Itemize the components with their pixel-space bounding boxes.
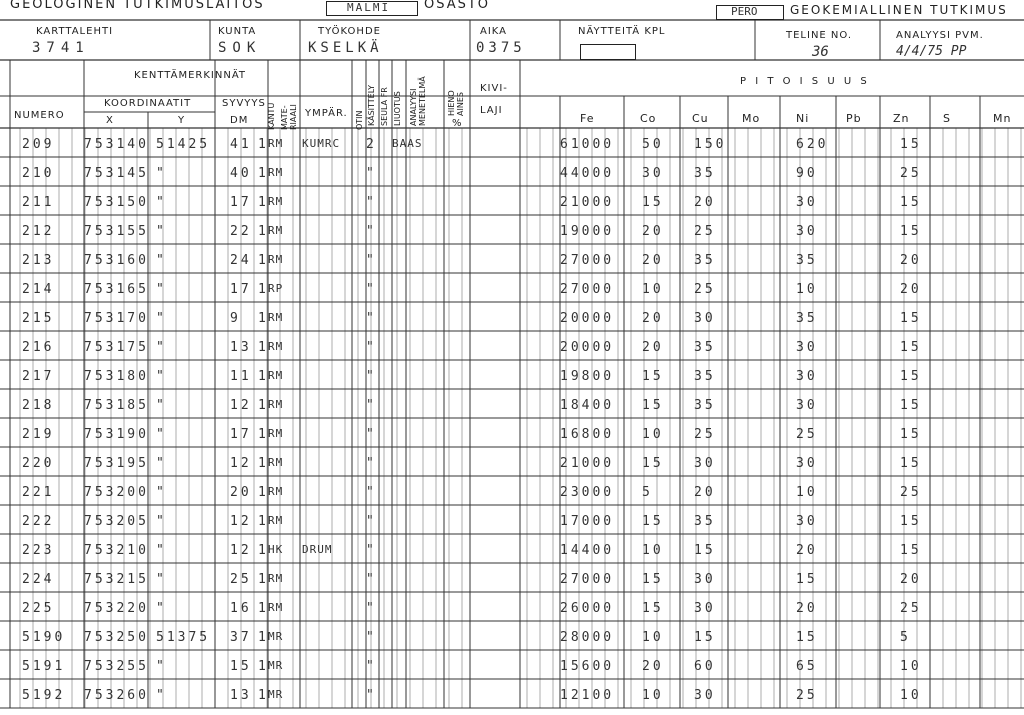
cell-zn: 15 — [900, 543, 922, 558]
cell-mat: RM — [268, 253, 284, 266]
cell-ni: 30 — [796, 398, 818, 413]
kenttamerkinnat-label: KENTTÄMERKINNÄT — [134, 70, 246, 81]
cell-fe: 17000 — [560, 514, 615, 529]
cell-fe: 26000 — [560, 601, 615, 616]
element-header-fe: Fe — [580, 112, 595, 125]
cell-otin: " — [366, 630, 377, 645]
cell-zn: 15 — [900, 427, 922, 442]
teline-value: 36 — [812, 44, 829, 60]
cell-zn: 15 — [900, 137, 922, 152]
cell-mat: RM — [268, 340, 284, 353]
cell-co: 10 — [642, 688, 664, 703]
dm-label: DM — [230, 115, 249, 126]
cell-y: " — [156, 224, 167, 239]
cell-fe: 20000 — [560, 340, 615, 355]
cell-cu: 15 — [694, 630, 716, 645]
cell-syvyys: 12 — [230, 398, 252, 413]
cell-zn: 15 — [900, 224, 922, 239]
cell-numero: 209 — [22, 137, 55, 152]
subtitle: GEOKEMIALLINEN TUTKIMUS — [790, 3, 1008, 17]
cell-y: " — [156, 456, 167, 471]
cell-kantu: 1 — [258, 282, 269, 297]
cell-x: 753140 — [84, 137, 149, 152]
cell-numero: 5190 — [22, 630, 66, 645]
cell-co: 15 — [642, 456, 664, 471]
cell-otin: " — [366, 572, 377, 587]
cell-co: 10 — [642, 282, 664, 297]
cell-cu: 35 — [694, 253, 716, 268]
cell-cu: 30 — [694, 688, 716, 703]
cell-zn: 25 — [900, 601, 922, 616]
pero-value: PERO — [731, 5, 758, 18]
teline-label: TELINE NO. — [786, 30, 853, 41]
cell-x: 753210 — [84, 543, 149, 558]
cell-co: 10 — [642, 543, 664, 558]
cell-fe: 23000 — [560, 485, 615, 500]
analyysi-value: 4/4/75 PP — [896, 44, 967, 59]
percent-label: % — [452, 118, 463, 129]
cell-cu: 150 — [694, 137, 727, 152]
cell-otin: 2 — [366, 137, 377, 152]
cell-ni: 35 — [796, 311, 818, 326]
cell-cu: 20 — [694, 485, 716, 500]
cell-mat: RM — [268, 514, 284, 527]
element-header-ni: Ni — [796, 112, 810, 125]
analyysi-menetelma-label: ANALYYSI MENETELMÄ — [409, 76, 427, 126]
cell-x: 753195 — [84, 456, 149, 471]
cell-y: " — [156, 282, 167, 297]
cell-numero: 5192 — [22, 688, 66, 703]
hieno-aines-label: HIENO AINES — [447, 90, 465, 116]
cell-numero: 215 — [22, 311, 55, 326]
materiaali-label: MATE-RIAALI — [280, 104, 298, 130]
koordinaatit-label: KOORDINAATIT — [104, 98, 192, 109]
cell-syvyys: 24 — [230, 253, 252, 268]
cell-x: 753160 — [84, 253, 149, 268]
cell-x: 753250 — [84, 630, 149, 645]
cell-cu: 20 — [694, 195, 716, 210]
cell-syvyys: 9 — [230, 311, 241, 326]
cell-co: 20 — [642, 224, 664, 239]
cell-x: 753190 — [84, 427, 149, 442]
cell-kantu: 1 — [258, 369, 269, 384]
syvyys-label: SYVYYS — [222, 98, 266, 109]
cell-y: " — [156, 688, 167, 703]
karttalehti-label: KARTTALEHTI — [36, 26, 114, 37]
cell-zn: 15 — [900, 340, 922, 355]
cell-syvyys: 41 — [230, 137, 252, 152]
cell-x: 753165 — [84, 282, 149, 297]
dept-label: OSASTO — [424, 0, 491, 12]
kivilaji-label: KIVI- LAJI — [480, 83, 508, 116]
cell-co: 15 — [642, 601, 664, 616]
cell-syvyys: 15 — [230, 659, 252, 674]
cell-co: 10 — [642, 427, 664, 442]
cell-kantu: 1 — [258, 601, 269, 616]
cell-co: 30 — [642, 166, 664, 181]
karttalehti-value: 3741 — [32, 40, 90, 56]
y-label: Y — [178, 115, 186, 126]
cell-numero: 212 — [22, 224, 55, 239]
element-header-s: S — [943, 112, 951, 125]
cell-mat: RM — [268, 137, 284, 150]
cell-ni: 65 — [796, 659, 818, 674]
cell-otin: " — [366, 282, 377, 297]
aika-value: 0375 — [476, 40, 526, 56]
cell-ni: 20 — [796, 601, 818, 616]
cell-cu: 35 — [694, 166, 716, 181]
cell-cu: 25 — [694, 427, 716, 442]
cell-x: 753215 — [84, 572, 149, 587]
cell-numero: 222 — [22, 514, 55, 529]
cell-zn: 5 — [900, 630, 911, 645]
cell-mat: MR — [268, 688, 284, 701]
cell-fe: 12100 — [560, 688, 615, 703]
cell-otin: " — [366, 340, 377, 355]
cell-syvyys: 17 — [230, 195, 252, 210]
tyokohde-value: KSELKÄ — [308, 40, 383, 56]
cell-numero: 216 — [22, 340, 55, 355]
cell-numero: 221 — [22, 485, 55, 500]
cell-otin: " — [366, 369, 377, 384]
kasittely-label: KÄSITTELY — [367, 85, 376, 126]
org-title: GEOLOGINEN TUTKIMUSLAITOS — [10, 0, 265, 12]
cell-otin: " — [366, 427, 377, 442]
cell-y: " — [156, 601, 167, 616]
cell-ni: 25 — [796, 688, 818, 703]
cell-otin: " — [366, 514, 377, 529]
cell-co: 15 — [642, 514, 664, 529]
cell-co: 15 — [642, 195, 664, 210]
cell-y: 51375 — [156, 630, 211, 645]
cell-zn: 25 — [900, 166, 922, 181]
cell-kantu: 1 — [258, 166, 269, 181]
cell-zn: 20 — [900, 282, 922, 297]
nayttei-label: NÄYTTEITÄ KPL — [578, 26, 666, 37]
cell-otin: " — [366, 253, 377, 268]
cell-ni: 10 — [796, 282, 818, 297]
cell-fe: 21000 — [560, 195, 615, 210]
cell-cu: 35 — [694, 340, 716, 355]
cell-syvyys: 12 — [230, 456, 252, 471]
cell-co: 20 — [642, 659, 664, 674]
cell-mat: RM — [268, 601, 284, 614]
cell-zn: 15 — [900, 456, 922, 471]
seula-label: SEULA FR — [380, 87, 389, 126]
cell-zn: 20 — [900, 253, 922, 268]
cell-co: 20 — [642, 253, 664, 268]
cell-kantu: 1 — [258, 688, 269, 703]
cell-syvyys: 11 — [230, 369, 252, 384]
cell-ni: 30 — [796, 369, 818, 384]
cell-kantu: 1 — [258, 485, 269, 500]
cell-ni: 20 — [796, 543, 818, 558]
cell-fe: 61000 — [560, 137, 615, 152]
cell-fe: 27000 — [560, 282, 615, 297]
cell-zn: 15 — [900, 311, 922, 326]
kunta-value: SOK — [218, 40, 262, 56]
pitoisuus-label: P I T O I S U U S — [740, 76, 870, 87]
cell-numero: 219 — [22, 427, 55, 442]
cell-cu: 25 — [694, 224, 716, 239]
cell-ni: 15 — [796, 630, 818, 645]
cell-numero: 214 — [22, 282, 55, 297]
cell-mat: RM — [268, 311, 284, 324]
cell-otin: " — [366, 195, 377, 210]
cell-x: 753150 — [84, 195, 149, 210]
cell-fe: 14400 — [560, 543, 615, 558]
cell-co: 5 — [642, 485, 653, 500]
cell-co: 50 — [642, 137, 664, 152]
cell-numero: 218 — [22, 398, 55, 413]
cell-mat: MR — [268, 659, 284, 672]
cell-y: " — [156, 195, 167, 210]
cell-otin: " — [366, 601, 377, 616]
cell-otin: " — [366, 485, 377, 500]
dept-value: MALMI — [347, 1, 391, 14]
cell-fe: 27000 — [560, 253, 615, 268]
cell-ni: 30 — [796, 514, 818, 529]
cell-cu: 60 — [694, 659, 716, 674]
cell-cu: 35 — [694, 369, 716, 384]
cell-kantu: 1 — [258, 659, 269, 674]
cell-y: " — [156, 311, 167, 326]
cell-fe: 18400 — [560, 398, 615, 413]
cell-ni: 15 — [796, 572, 818, 587]
cell-y: " — [156, 427, 167, 442]
cell-x: 753205 — [84, 514, 149, 529]
cell-zn: 10 — [900, 688, 922, 703]
element-header-cu: Cu — [692, 112, 709, 125]
cell-numero: 223 — [22, 543, 55, 558]
cell-zn: 15 — [900, 514, 922, 529]
cell-numero: 217 — [22, 369, 55, 384]
cell-syvyys: 22 — [230, 224, 252, 239]
cell-co: 15 — [642, 398, 664, 413]
dept-box — [326, 1, 418, 16]
cell-fe: 28000 — [560, 630, 615, 645]
cell-y: " — [156, 340, 167, 355]
cell-mat: RM — [268, 572, 284, 585]
cell-numero: 210 — [22, 166, 55, 181]
cell-cu: 30 — [694, 601, 716, 616]
cell-ni: 30 — [796, 224, 818, 239]
cell-ni: 25 — [796, 427, 818, 442]
cell-cu: 35 — [694, 398, 716, 413]
cell-syvyys: 13 — [230, 688, 252, 703]
cell-y: " — [156, 572, 167, 587]
cell-y: " — [156, 659, 167, 674]
cell-ni: 30 — [796, 340, 818, 355]
cell-fe: 19800 — [560, 369, 615, 384]
cell-zn: 15 — [900, 195, 922, 210]
cell-mat: RM — [268, 398, 284, 411]
cell-numero: 213 — [22, 253, 55, 268]
cell-mat: RM — [268, 166, 284, 179]
kunta-label: KUNTA — [218, 26, 257, 37]
element-header-mn: Mn — [993, 112, 1012, 125]
cell-x: 753145 — [84, 166, 149, 181]
cell-cu: 30 — [694, 456, 716, 471]
cell-mat: RP — [268, 282, 284, 295]
analyysi-label: ANALYYSI PVM. — [896, 30, 984, 41]
cell-kantu: 1 — [258, 340, 269, 355]
cell-co: 15 — [642, 369, 664, 384]
cell-x: 753200 — [84, 485, 149, 500]
cell-y: " — [156, 166, 167, 181]
cell-zn: 15 — [900, 398, 922, 413]
cell-ni: 35 — [796, 253, 818, 268]
cell-x: 753220 — [84, 601, 149, 616]
cell-kantu: 1 — [258, 253, 269, 268]
cell-zn: 20 — [900, 572, 922, 587]
cell-syvyys: 17 — [230, 282, 252, 297]
cell-otin: " — [366, 543, 377, 558]
numero-label: NUMERO — [14, 110, 65, 121]
cell-fe: 21000 — [560, 456, 615, 471]
cell-otin: " — [366, 456, 377, 471]
cell-numero: 211 — [22, 195, 55, 210]
cell-cu: 30 — [694, 311, 716, 326]
cell-kantu: 1 — [258, 137, 269, 152]
cell-y: " — [156, 398, 167, 413]
otin-label: OTIN — [355, 110, 364, 130]
cell-numero: 5191 — [22, 659, 66, 674]
cell-kantu: 1 — [258, 572, 269, 587]
cell-numero: 220 — [22, 456, 55, 471]
nayttei-box — [580, 44, 636, 60]
ympar-label: YMPÄR. — [305, 108, 348, 119]
cell-y: " — [156, 543, 167, 558]
cell-y: 51425 — [156, 137, 211, 152]
cell-y: " — [156, 514, 167, 529]
cell-zn: 15 — [900, 369, 922, 384]
cell-syvyys: 16 — [230, 601, 252, 616]
cell-ni: 10 — [796, 485, 818, 500]
kantu-label: KANTU — [267, 102, 276, 130]
cell-syvyys: 12 — [230, 543, 252, 558]
element-header-zn: Zn — [893, 112, 910, 125]
cell-fe: 19000 — [560, 224, 615, 239]
pero-box — [716, 5, 784, 20]
cell-fe: 15600 — [560, 659, 615, 674]
cell-kantu: 1 — [258, 630, 269, 645]
cell-fe: 16800 — [560, 427, 615, 442]
cell-x: 753185 — [84, 398, 149, 413]
cell-kasittely: BAAS — [392, 137, 423, 150]
cell-mat: RM — [268, 369, 284, 382]
cell-otin: " — [366, 659, 377, 674]
cell-cu: 35 — [694, 514, 716, 529]
cell-fe: 20000 — [560, 311, 615, 326]
cell-y: " — [156, 369, 167, 384]
cell-ni: 30 — [796, 195, 818, 210]
cell-numero: 224 — [22, 572, 55, 587]
tyokohde-label: TYÖKOHDE — [318, 26, 381, 37]
cell-kantu: 1 — [258, 311, 269, 326]
cell-co: 10 — [642, 630, 664, 645]
cell-co: 20 — [642, 340, 664, 355]
cell-syvyys: 12 — [230, 514, 252, 529]
cell-y: " — [156, 485, 167, 500]
element-header-co: Co — [640, 112, 657, 125]
cell-kantu: 1 — [258, 456, 269, 471]
cell-otin: " — [366, 224, 377, 239]
cell-ni: 620 — [796, 137, 829, 152]
cell-otin: " — [366, 166, 377, 181]
liuotus-label: LIUOTUS — [393, 91, 402, 126]
cell-kantu: 1 — [258, 514, 269, 529]
x-label: X — [106, 115, 114, 126]
cell-otin: " — [366, 311, 377, 326]
cell-cu: 30 — [694, 572, 716, 587]
cell-ni: 90 — [796, 166, 818, 181]
cell-x: 753260 — [84, 688, 149, 703]
cell-syvyys: 37 — [230, 630, 252, 645]
cell-syvyys: 40 — [230, 166, 252, 181]
cell-syvyys: 17 — [230, 427, 252, 442]
cell-syvyys: 13 — [230, 340, 252, 355]
cell-mat: RM — [268, 195, 284, 208]
cell-y: " — [156, 253, 167, 268]
cell-x: 753170 — [84, 311, 149, 326]
cell-kantu: 1 — [258, 224, 269, 239]
cell-fe: 44000 — [560, 166, 615, 181]
cell-x: 753155 — [84, 224, 149, 239]
cell-mat: RM — [268, 456, 284, 469]
cell-cu: 25 — [694, 282, 716, 297]
cell-otin: " — [366, 398, 377, 413]
cell-kantu: 1 — [258, 427, 269, 442]
cell-numero: 225 — [22, 601, 55, 616]
cell-mat: RM — [268, 224, 284, 237]
cell-kantu: 1 — [258, 195, 269, 210]
cell-mat: MR — [268, 630, 284, 643]
cell-co: 15 — [642, 572, 664, 587]
cell-x: 753180 — [84, 369, 149, 384]
cell-syvyys: 25 — [230, 572, 252, 587]
element-header-pb: Pb — [846, 112, 862, 125]
cell-fe: 27000 — [560, 572, 615, 587]
cell-kantu: 1 — [258, 398, 269, 413]
cell-zn: 10 — [900, 659, 922, 674]
cell-kantu: 1 — [258, 543, 269, 558]
cell-ympar: KUMRC — [302, 137, 341, 150]
cell-co: 20 — [642, 311, 664, 326]
cell-mat: HK — [268, 543, 284, 556]
cell-zn: 25 — [900, 485, 922, 500]
cell-mat: RM — [268, 427, 284, 440]
cell-ni: 30 — [796, 456, 818, 471]
cell-x: 753175 — [84, 340, 149, 355]
cell-syvyys: 20 — [230, 485, 252, 500]
cell-otin: " — [366, 688, 377, 703]
element-header-mo: Mo — [742, 112, 761, 125]
aika-label: AIKA — [480, 26, 508, 37]
cell-mat: RM — [268, 485, 284, 498]
cell-cu: 15 — [694, 543, 716, 558]
cell-ympar: DRUM — [302, 543, 333, 556]
cell-x: 753255 — [84, 659, 149, 674]
